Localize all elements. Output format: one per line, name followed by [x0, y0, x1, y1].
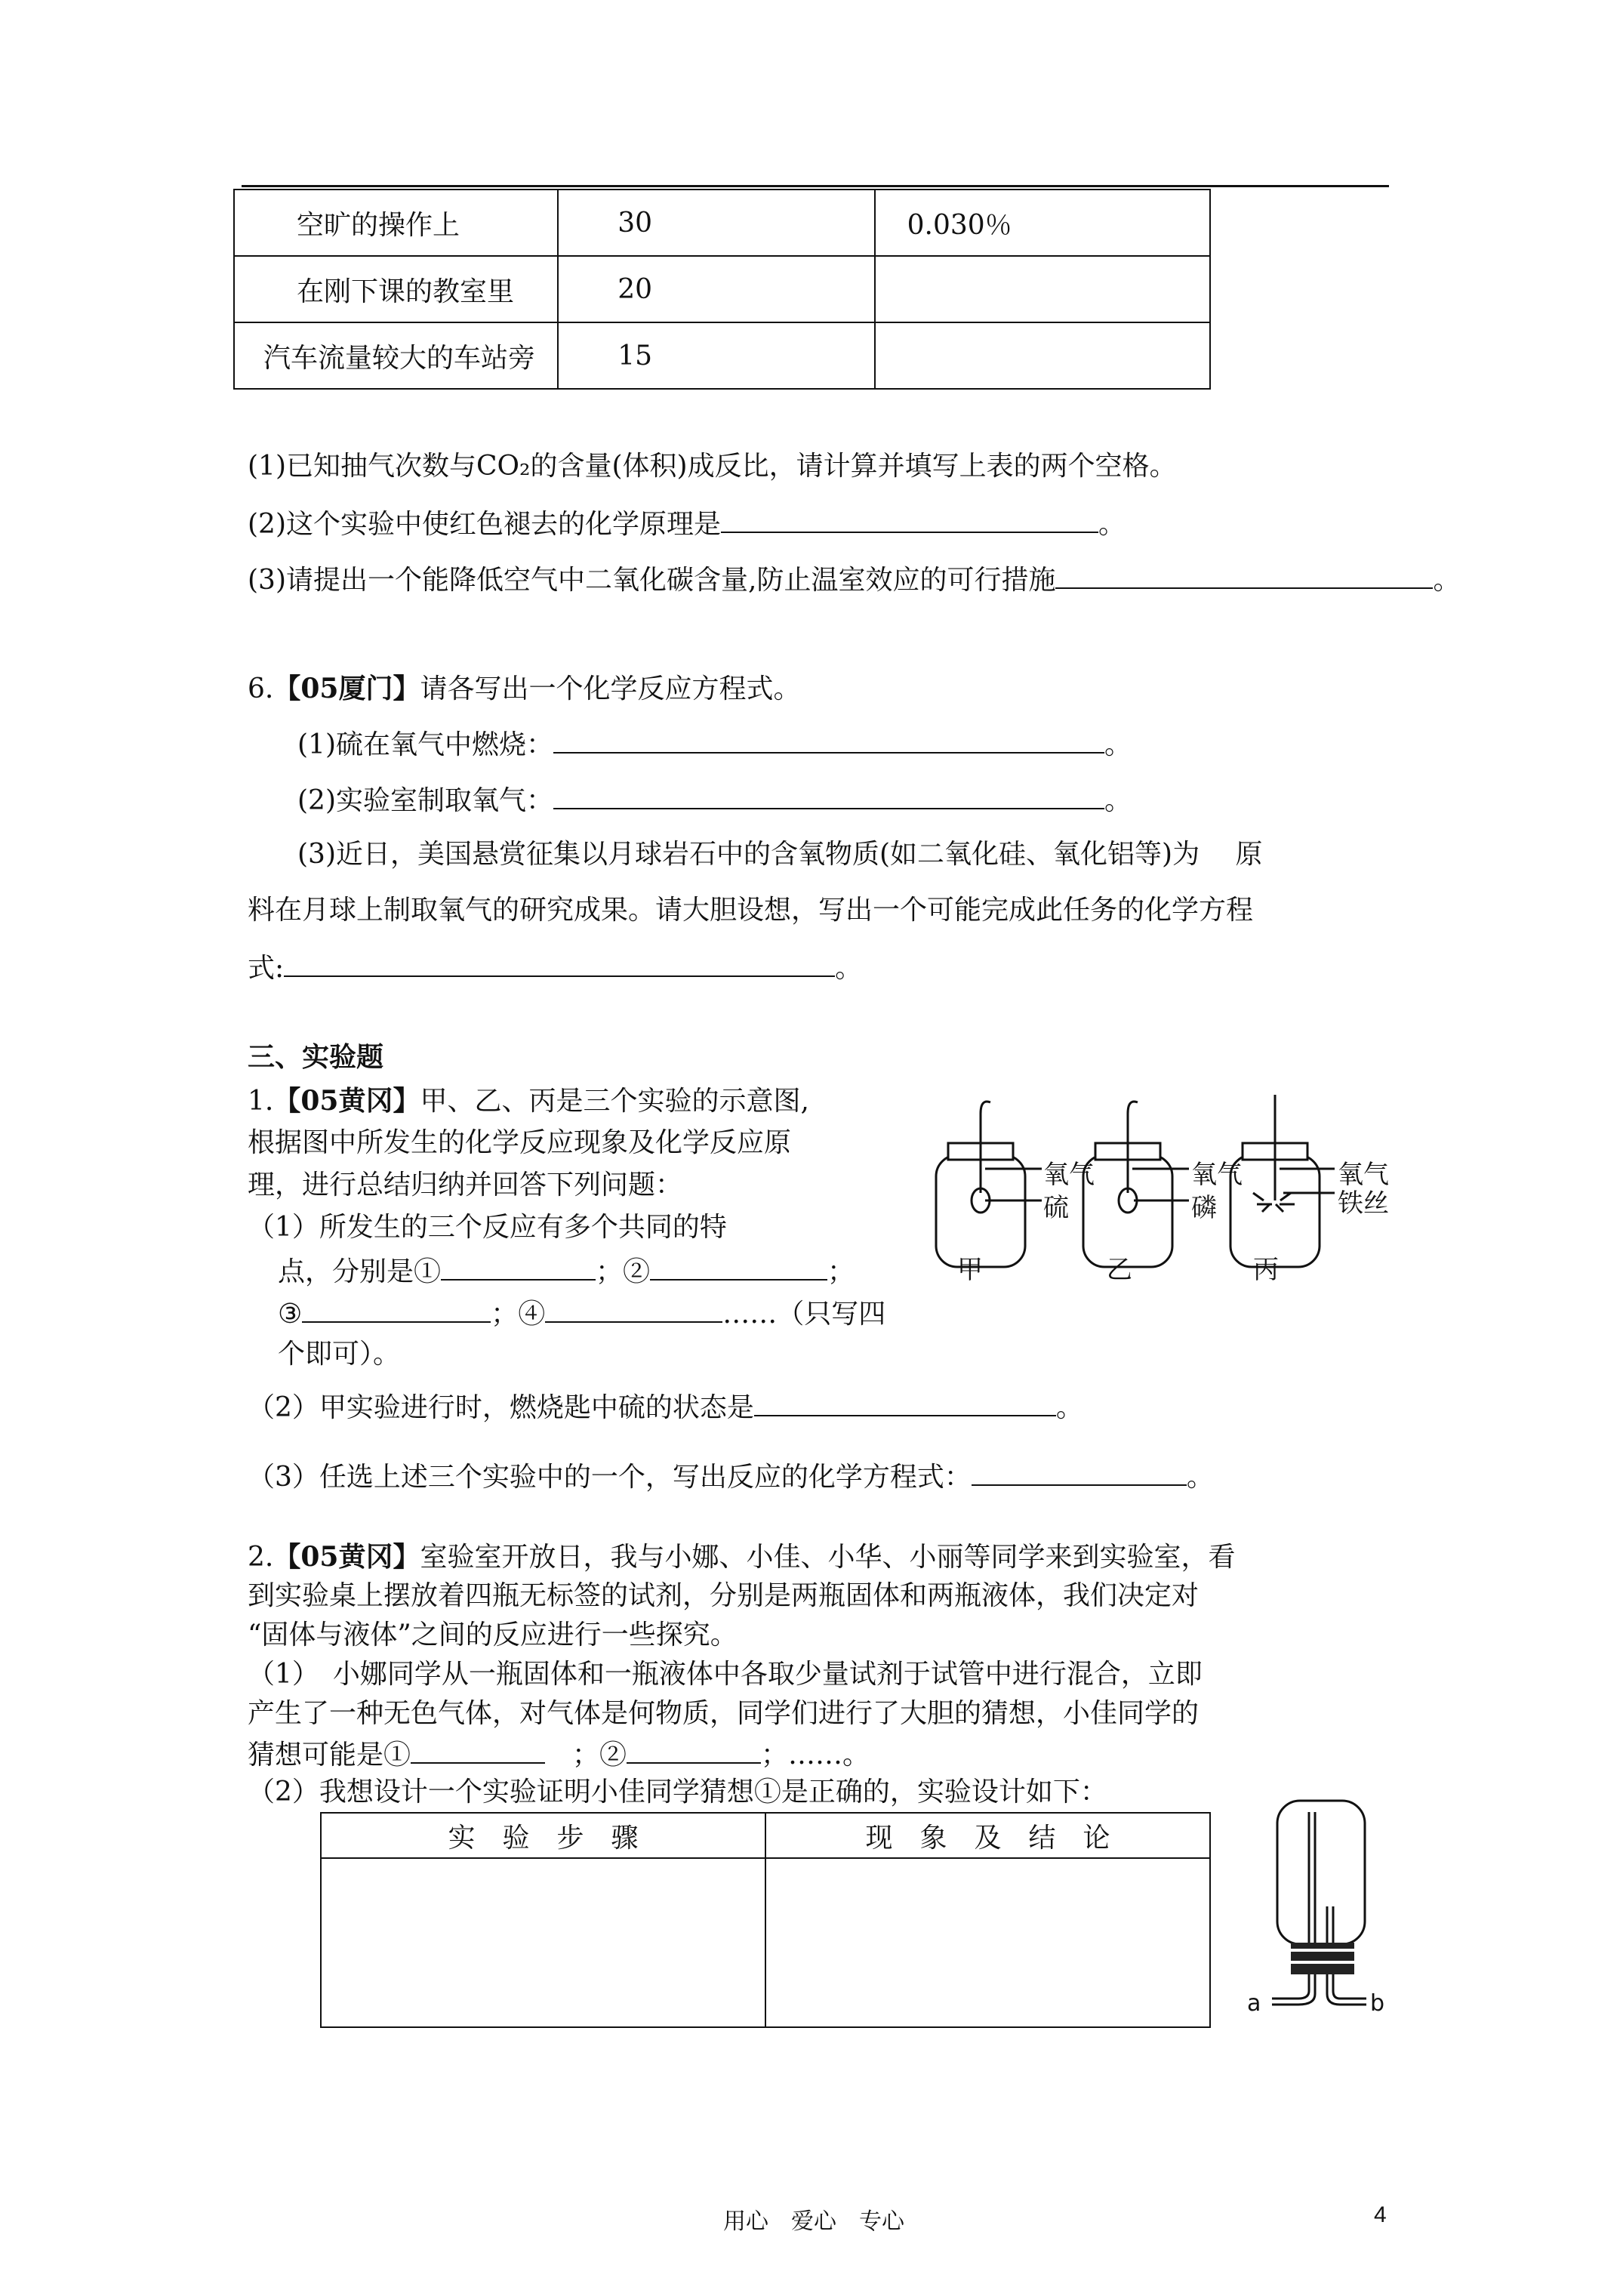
exp2-line6 — [248, 1737, 870, 1772]
figure-label-phosphorus: 磷 — [1191, 1193, 1217, 1223]
exp1-line5c: ； — [827, 1256, 855, 1287]
table-header-row — [321, 1813, 1210, 1858]
answer-blank[interactable] — [553, 726, 1104, 754]
q5-part2 — [248, 506, 1126, 541]
figure-label-sulfur: 硫 — [1043, 1193, 1069, 1223]
exp1-line5b: ；② — [596, 1256, 651, 1287]
exp1-source-tag: 【05黄冈】 — [273, 1085, 420, 1117]
experiment-design-table — [320, 1812, 1211, 2028]
table-row — [321, 1858, 1210, 2027]
figure-label-oxygen-b: 氧气 — [1191, 1160, 1243, 1190]
figure-label-a: a — [1247, 1990, 1261, 2017]
exp1-line5a: 点，分别是① — [278, 1256, 442, 1287]
answer-blank[interactable] — [650, 1253, 827, 1281]
exp1-line6 — [278, 1296, 885, 1331]
steps-cell[interactable] — [321, 1858, 765, 2027]
answer-blank[interactable] — [302, 1296, 491, 1323]
exp2-line4: （1） 小娜同学从一瓶固体和一瓶液体中各取少量试剂于试管中进行混合，立即 — [248, 1659, 1203, 1690]
table-row — [234, 256, 1210, 322]
exp2-line1-text: 室验室开放日，我与小娜、小佳、小华、小丽等同学来到实验室，看 — [420, 1542, 1236, 1573]
figure-caption-jia: 甲 — [957, 1255, 983, 1285]
table-row — [234, 190, 1210, 256]
exp1-q2-text: （2）甲实验进行时，燃烧匙中硫的状态是 — [248, 1392, 754, 1423]
page-number: 4 — [1374, 2202, 1387, 2227]
q5-part2-text: (2)这个实验中使红色褪去的化学原理是 — [248, 509, 721, 540]
table-row — [234, 322, 1210, 389]
q6-part2-text: (2)实验室制取氧气： — [297, 785, 553, 816]
q6-source-tag: 【05厦门】 — [273, 673, 420, 704]
figure-caption-bing: 丙 — [1253, 1255, 1279, 1285]
exp2-line6a: 猜想可能是① — [248, 1740, 411, 1771]
answer-blank[interactable] — [972, 1459, 1187, 1486]
exp1-line4: （1）所发生的三个反应有多个共同的特 — [248, 1212, 727, 1243]
gas-bottle-figure — [1246, 1793, 1397, 2020]
header-steps: 实 验 步 骤 — [321, 1813, 765, 1858]
exp1-line2: 根据图中所发生的化学反应现象及化学反应原 — [248, 1127, 792, 1158]
q6-end: 。 — [1104, 729, 1132, 760]
data-table — [233, 189, 1211, 390]
q5-part3-text: (3)请提出一个能降低空气中二氧化碳含量,防止温室效应的可行措施 — [248, 565, 1056, 596]
table-cell-count: 15 — [558, 322, 874, 389]
jar-sulfur — [936, 1102, 1042, 1267]
exp1-line6a: ③ — [278, 1299, 303, 1330]
exp1-line7: 个即可）。 — [278, 1339, 401, 1370]
q6-part3-line3-text: 式: — [248, 953, 285, 984]
q6-part1 — [297, 726, 1132, 762]
exp2-line6c: ；……。 — [761, 1740, 870, 1771]
q6-part3-line3 — [248, 950, 862, 985]
q6-end: 。 — [835, 953, 863, 984]
q5-part2-end: 。 — [1098, 509, 1126, 540]
q6-title — [248, 672, 800, 706]
q6-title-text: 请各写出一个化学反应方程式。 — [420, 673, 801, 704]
exp2-line1 — [248, 1540, 1235, 1574]
exp1-q2 — [248, 1389, 1083, 1425]
jar-iron-wire — [1230, 1095, 1335, 1267]
table-cell-place: 在刚下课的教室里 — [234, 256, 558, 322]
answer-blank[interactable] — [284, 950, 835, 977]
exp2-line6b: ；② — [545, 1740, 627, 1771]
exp2-line3: “固体与液体”之间的反应进行一些探究。 — [248, 1620, 738, 1650]
header-observation: 现 象 及 结 论 — [765, 1813, 1210, 1858]
answer-blank[interactable] — [627, 1737, 761, 1764]
exp2-number: 2. — [248, 1542, 274, 1573]
answer-blank[interactable] — [1055, 562, 1433, 589]
q6-end: 。 — [1104, 785, 1132, 816]
q5-part3 — [248, 562, 1460, 597]
exp2-line2: 到实验桌上摆放着四瓶无标签的试剂，分别是两瓶固体和两瓶液体，我们决定对 — [248, 1580, 1200, 1611]
table-cell-value: 0.030％ — [875, 190, 1210, 256]
exp2-source-tag: 【05黄冈】 — [273, 1541, 420, 1573]
answer-blank[interactable] — [553, 782, 1104, 809]
table-cell-value — [875, 322, 1210, 389]
table-cell-value — [875, 256, 1210, 322]
exp1-line5 — [278, 1253, 855, 1289]
figure-label-oxygen-c: 氧气 — [1338, 1160, 1389, 1190]
answer-blank[interactable] — [545, 1296, 722, 1323]
exp1-line6c: ……（只写四 — [722, 1299, 886, 1330]
table-cell-count: 20 — [558, 256, 874, 322]
exp1-line1 — [248, 1084, 809, 1118]
table-cell-count: 30 — [558, 190, 874, 256]
answer-blank[interactable] — [754, 1389, 1056, 1416]
figure-label-b: b — [1370, 1990, 1385, 2017]
figure-caption-yi: 乙 — [1107, 1255, 1132, 1285]
table-cell-place: 汽车流量较大的车站旁 — [234, 322, 558, 389]
q6-part3-line2: 料在月球上制取氧气的研究成果。请大胆设想，写出一个可能完成此任务的化学方程 — [248, 895, 1254, 926]
q5-part3-end: 。 — [1433, 565, 1461, 596]
q6-part3-line1: (3)近日，美国悬赏征集以月球岩石中的含氧物质(如二氧化硅、氧化铝等)为 原 — [297, 839, 1263, 870]
answer-blank[interactable] — [411, 1737, 545, 1764]
figure-label-oxygen-a: 氧气 — [1043, 1160, 1095, 1190]
q6-part2 — [297, 782, 1132, 818]
combustion-jars-figure — [921, 1080, 1404, 1291]
exp1-line3: 理，进行总结归纳并回答下列问题： — [248, 1170, 683, 1200]
answer-blank[interactable] — [441, 1253, 596, 1281]
figure-label-iron-wire: 铁丝 — [1338, 1188, 1389, 1219]
table-cell-place: 空旷的操作上 — [234, 190, 558, 256]
exp1-line6b: ；④ — [491, 1299, 546, 1330]
jar-phosphorus — [1083, 1102, 1189, 1267]
q6-part1-text: (1)硫在氧气中燃烧： — [297, 729, 553, 760]
observation-cell[interactable] — [765, 1858, 1210, 2027]
exp2-line7: （2）我想设计一个实验证明小佳同学猜想①是正确的，实验设计如下： — [248, 1777, 1107, 1808]
stopper — [1291, 1943, 1354, 1974]
exp1-line1-text: 甲、乙、丙是三个实验的示意图, — [420, 1086, 809, 1117]
q6-number: 6. — [248, 673, 274, 704]
section-heading: 三、实验题 — [248, 1041, 384, 1073]
q5-part1: (1)已知抽气次数与CO₂的含量(体积)成反比，请计算并填写上表的两个空格。 — [248, 451, 1177, 482]
exp1-q2-end: 。 — [1055, 1392, 1083, 1423]
exp1-q3-text: （3）任选上述三个实验中的一个，写出反应的化学方程式： — [248, 1462, 972, 1493]
exp1-q3-end: 。 — [1186, 1462, 1214, 1493]
footer-motto: 用心 爱心 专心 — [723, 2209, 904, 2234]
exp2-line5: 产生了一种无色气体，对气体是何物质，同学们进行了大胆的猜想，小佳同学的 — [248, 1698, 1200, 1729]
answer-blank[interactable] — [721, 506, 1098, 533]
exp1-number: 1. — [248, 1086, 274, 1117]
exp1-q3 — [248, 1459, 1214, 1494]
top-rule — [242, 185, 1389, 187]
